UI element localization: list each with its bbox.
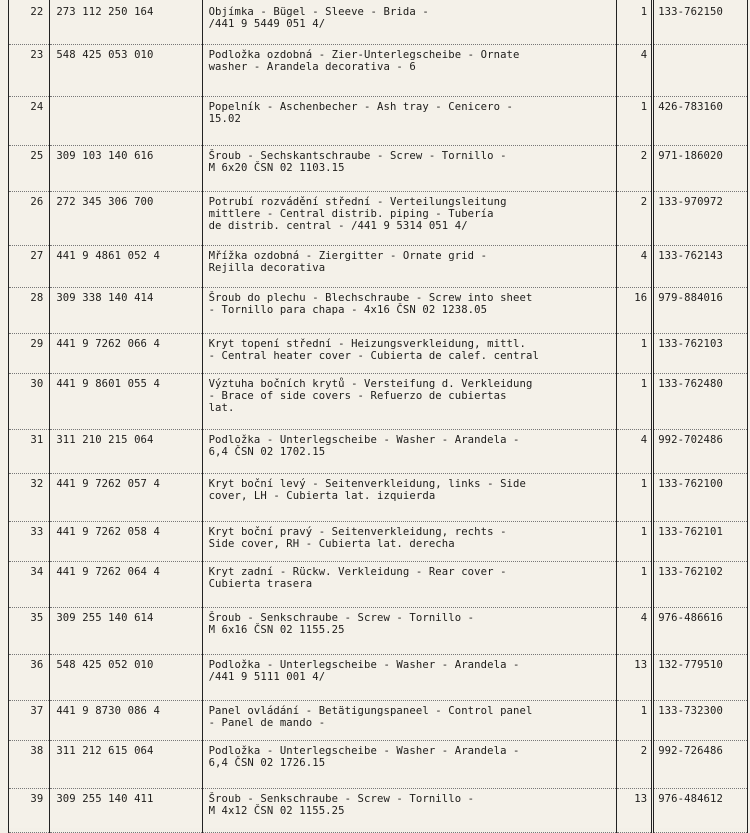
- position-number: 26: [9, 191, 50, 245]
- table-row: [9, 740, 748, 788]
- description-line: Potrubí rozvádění střední - Verteilungsleitung: [208, 195, 507, 208]
- quantity: 1: [616, 561, 652, 607]
- part-number: 441 9 7262 057 4: [50, 473, 202, 521]
- part-number: 548 425 053 010: [50, 44, 202, 96]
- part-description: [202, 191, 616, 245]
- order-code: 132-779510: [653, 654, 748, 700]
- part-description: [202, 561, 616, 607]
- part-description: [202, 145, 616, 191]
- part-number: 441 9 8730 086 4: [50, 700, 202, 740]
- order-code: 133-762102: [653, 561, 748, 607]
- table-row: [9, 429, 748, 473]
- table-row: [9, 0, 748, 44]
- position-number: 23: [9, 44, 50, 96]
- quantity: 4: [616, 607, 652, 654]
- description-line: /441 9 5449 051 4/: [208, 18, 326, 30]
- description-line: 15.02: [208, 112, 241, 125]
- position-number: 29: [9, 333, 50, 373]
- part-number: 309 255 140 614: [50, 607, 202, 654]
- part-description: [202, 473, 616, 521]
- order-code: 976-486616: [653, 607, 748, 654]
- part-number: 309 103 140 616: [50, 145, 202, 191]
- order-code: [653, 44, 748, 96]
- description-line: - Panel de mando -: [208, 716, 326, 729]
- description-line: Podložka - Unterlegscheibe - Washer - Arandela -: [208, 744, 520, 757]
- part-number: [50, 96, 202, 145]
- parts-table-body: [9, 0, 748, 832]
- description-line: Panel ovládání - Betätigungspaneel - Control panel: [208, 704, 533, 717]
- position-number: 35: [9, 607, 50, 654]
- part-number: 311 212 615 064: [50, 740, 202, 788]
- part-number: 273 112 250 164: [50, 0, 202, 44]
- table-row: [9, 145, 748, 191]
- parts-table: [8, 0, 748, 833]
- table-row: [9, 44, 748, 96]
- description-line: washer - Arandela decorativa - 6: [208, 60, 416, 73]
- order-code: 979-884016: [653, 287, 748, 333]
- description-line: 6,4 ČSN 02 1726.15: [208, 756, 326, 769]
- table-row: [9, 654, 748, 700]
- description-line: Kryt zadní - Rückw. Verkleidung - Rear cover -: [208, 565, 507, 578]
- description-line: M 4x12 ČSN 02 1155.25: [208, 804, 345, 817]
- order-code: 992-726486: [653, 740, 748, 788]
- part-description: [202, 44, 616, 96]
- description-line: Cubierta trasera: [208, 577, 313, 590]
- table-row: [9, 607, 748, 654]
- part-description: [202, 740, 616, 788]
- description-line: Podložka - Unterlegscheibe - Washer - Arandela -: [208, 433, 520, 446]
- description-line: Podložka ozdobná - Zier-Unterlegscheibe - Ornate: [208, 48, 520, 61]
- table-row: [9, 373, 748, 429]
- order-code: 992-702486: [653, 429, 748, 473]
- description-line: Mřížka ozdobná - Ziergitter - Ornate grid -: [208, 249, 488, 262]
- quantity: 16: [616, 287, 652, 333]
- position-number: 22: [9, 0, 50, 44]
- quantity: 1: [616, 373, 652, 429]
- description-line: M 6x20 ČSN 02 1103.15: [208, 161, 345, 174]
- part-number: 272 345 306 700: [50, 191, 202, 245]
- description-line: - Tornillo para chapa - 4x16 ČSN 02 1238.05: [208, 303, 488, 316]
- description-line: - Central heater cover - Cubierta de calef. central: [208, 349, 539, 362]
- description-line: Šroub - Senkschraube - Screw - Tornillo -: [208, 611, 475, 624]
- order-code: 976-484612: [653, 788, 748, 832]
- quantity: 2: [616, 191, 652, 245]
- quantity: 4: [616, 44, 652, 96]
- position-number: 31: [9, 429, 50, 473]
- quantity: 13: [616, 654, 652, 700]
- position-number: 36: [9, 654, 50, 700]
- description-line: Kryt boční pravý - Seitenverkleidung, rechts -: [208, 525, 507, 538]
- part-description: [202, 333, 616, 373]
- quantity: 1: [616, 473, 652, 521]
- quantity: 4: [616, 429, 652, 473]
- part-number: 441 9 7262 064 4: [50, 561, 202, 607]
- position-number: 32: [9, 473, 50, 521]
- table-row: [9, 245, 748, 287]
- position-number: 25: [9, 145, 50, 191]
- order-code: 133-762143: [653, 245, 748, 287]
- part-number: 441 9 7262 066 4: [50, 333, 202, 373]
- table-row: [9, 333, 748, 373]
- quantity: 4: [616, 245, 652, 287]
- part-number: 441 9 8601 055 4: [50, 373, 202, 429]
- position-number: 24: [9, 96, 50, 145]
- order-code: 133-762150: [653, 0, 748, 44]
- quantity: 1: [616, 96, 652, 145]
- table-row: [9, 700, 748, 740]
- part-description: [202, 607, 616, 654]
- description-line: Šroub do plechu - Blechschraube - Screw into sheet: [208, 291, 533, 304]
- position-number: 37: [9, 700, 50, 740]
- position-number: 28: [9, 287, 50, 333]
- order-code: 426-783160: [653, 96, 748, 145]
- position-number: 33: [9, 521, 50, 561]
- description-line: Objímka - Bügel - Sleeve - Brida -: [208, 6, 429, 18]
- quantity: 1: [616, 700, 652, 740]
- position-number: 38: [9, 740, 50, 788]
- description-line: /441 9 5111 001 4/: [208, 670, 326, 683]
- description-line: mittlere - Central distrib. piping - Tubería: [208, 207, 494, 220]
- description-line: Popelník - Aschenbecher - Ash tray - Cenicero -: [208, 100, 514, 113]
- order-code: 971-186020: [653, 145, 748, 191]
- order-code: 133-762480: [653, 373, 748, 429]
- position-number: 27: [9, 245, 50, 287]
- part-description: [202, 700, 616, 740]
- table-row: [9, 287, 748, 333]
- table-row: [9, 561, 748, 607]
- table-row: [9, 191, 748, 245]
- position-number: 30: [9, 373, 50, 429]
- description-line: Kryt topení střední - Heizungsverkleidung, mittl.: [208, 337, 526, 350]
- order-code: 133-762103: [653, 333, 748, 373]
- table-row: [9, 788, 748, 832]
- table-row: [9, 473, 748, 521]
- quantity: 1: [616, 0, 652, 44]
- quantity: 2: [616, 740, 652, 788]
- description-line: cover, LH - Cubierta lat. izquierda: [208, 489, 436, 502]
- description-line: Rejilla decorativa: [208, 261, 326, 274]
- part-description: [202, 245, 616, 287]
- order-code: 133-970972: [653, 191, 748, 245]
- position-number: 39: [9, 788, 50, 832]
- part-number: 548 425 052 010: [50, 654, 202, 700]
- part-number: 309 338 140 414: [50, 287, 202, 333]
- description-line: Kryt boční levý - Seitenverkleidung, links - Side: [208, 477, 526, 490]
- description-line: - Brace of side covers - Refuerzo de cubiertas: [208, 389, 507, 402]
- description-line: de distrib. central - /441 9 5314 051 4/: [208, 219, 468, 232]
- part-number: 441 9 4861 052 4: [50, 245, 202, 287]
- part-description: [202, 521, 616, 561]
- part-number: 441 9 7262 058 4: [50, 521, 202, 561]
- part-description: [202, 788, 616, 832]
- part-description: [202, 429, 616, 473]
- table-row: [9, 521, 748, 561]
- description-line: 6,4 ČSN 02 1702.15: [208, 445, 326, 458]
- description-line: Side cover, RH - Cubierta lat. derecha: [208, 537, 455, 550]
- order-code: 133-762101: [653, 521, 748, 561]
- description-line: Šroub - Senkschraube - Screw - Tornillo -: [208, 792, 475, 805]
- order-code: 133-732300: [653, 700, 748, 740]
- description-line: Výztuha bočních krytů - Versteifung d. Verkleidung: [208, 377, 533, 390]
- quantity: 1: [616, 521, 652, 561]
- quantity: 1: [616, 333, 652, 373]
- order-code: 133-762100: [653, 473, 748, 521]
- description-line: lat.: [208, 401, 235, 414]
- table-row: [9, 96, 748, 145]
- part-number: 311 210 215 064: [50, 429, 202, 473]
- part-number: 309 255 140 411: [50, 788, 202, 832]
- part-description: [202, 654, 616, 700]
- quantity: 2: [616, 145, 652, 191]
- quantity: 13: [616, 788, 652, 832]
- description-line: M 6x16 ČSN 02 1155.25: [208, 623, 345, 636]
- description-line: Podložka - Unterlegscheibe - Washer - Arandela -: [208, 658, 520, 671]
- description-line: Šroub - Sechskantschraube - Screw - Tornillo -: [208, 149, 507, 162]
- part-description: [202, 0, 616, 44]
- part-description: [202, 373, 616, 429]
- part-description: [202, 96, 616, 145]
- part-description: [202, 287, 616, 333]
- position-number: 34: [9, 561, 50, 607]
